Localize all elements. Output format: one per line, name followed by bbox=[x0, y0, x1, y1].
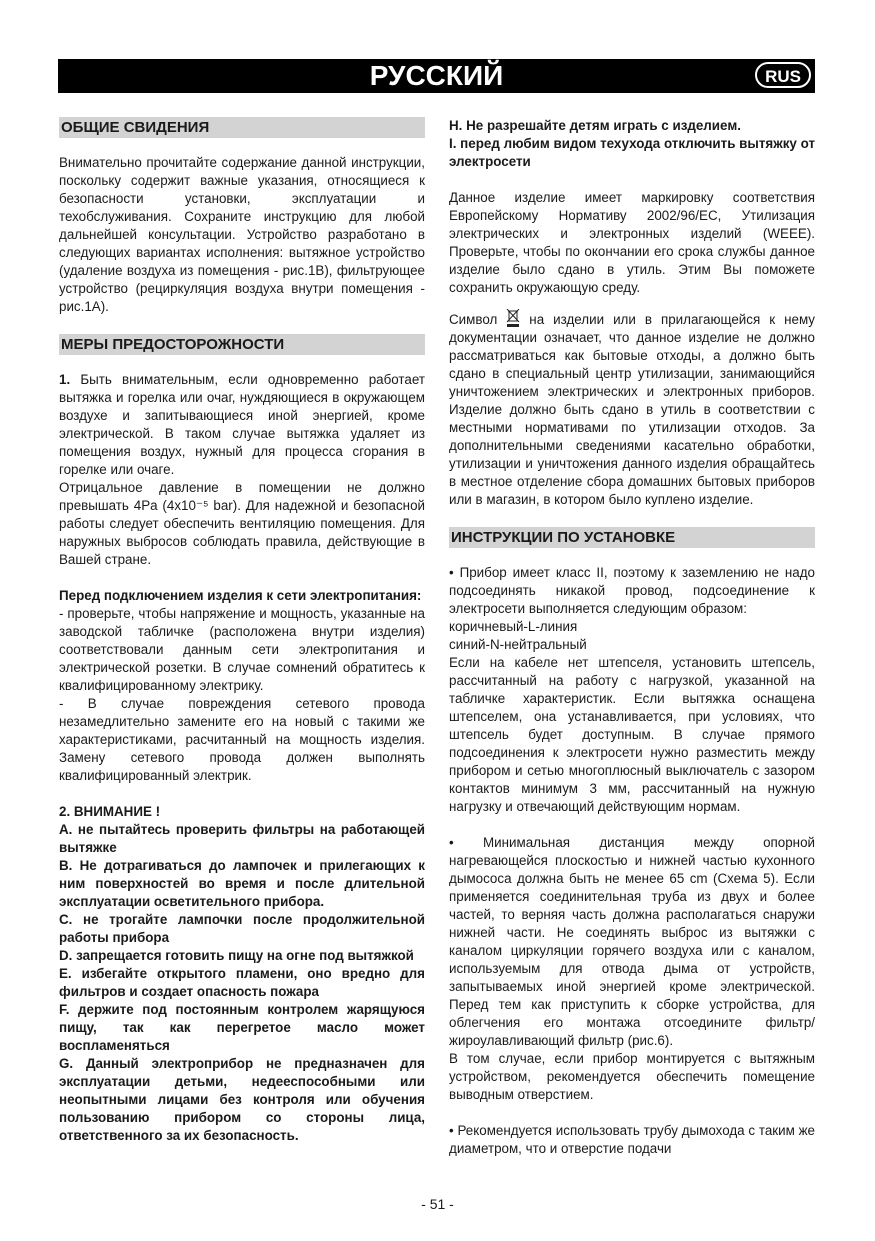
warning-d: D. запрещается готовить пищу на огне под вытяжкой bbox=[59, 948, 414, 963]
warning-heading: 2. ВНИМАНИЕ ! bbox=[59, 804, 161, 819]
section-heading-precautions: МЕРЫ ПРЕДОСТОРОЖНОСТИ bbox=[59, 334, 425, 355]
section-heading-general: ОБЩИЕ СВИДЕНИЯ bbox=[59, 117, 425, 138]
warning-f: F. держите под постоянным контролем жарящуюся пищу, так как перегретое масло может воспламеняться bbox=[59, 1002, 425, 1053]
warning-c: C. не трогайте лампочки после продолжительной работы прибора bbox=[59, 912, 425, 945]
symbol-prefix: Символ bbox=[449, 312, 507, 327]
left-column bbox=[59, 117, 425, 1145]
install-pipe: • Рекомендуется использовать трубу дымохода с таким же диаметром, что и отверстие подачи bbox=[449, 1123, 815, 1156]
section-heading-installation: ИНСТРУКЦИИ ПО УСТАНОВКЕ bbox=[449, 527, 815, 548]
warning-e: E. избегайте открытого пламени, оно вредно для фильтров и создает опасность пожара bbox=[59, 966, 425, 999]
install-distance: • Минимальная дистанция между опорной нагревающейся плоскостью и нижней частью кухонного дымососа должна быть не менее 65 cm (Схема 5). Если применяется соединительная труба из двух и более частей, то верняя часть должна располагаться снаружи нижней части. Не соединять выброс из вытяжки с каналом циркуляции горячего воздуха или с каналом, используемым для отвода дыма от устройств, запытываемых иной энергией кроме электрической. Перед тем как приступить к сборке устройства, для облегчения его монтажа отсоедините фильтр/жироулавливающий фильтр (рис.6). bbox=[449, 835, 815, 1048]
connection-heading: Перед подключением изделия к сети электропитания: bbox=[59, 588, 422, 603]
warning-i: I. перед любим видом техухода отключить вытяжку от электросети bbox=[449, 136, 815, 169]
warning-a: A. не пытайтесь проверить фильтры на работающей вытяжке bbox=[59, 822, 425, 855]
install-brown-wire: коричневый-L-линия bbox=[449, 619, 578, 634]
general-text: Внимательно прочитайте содержание данной инструкции, поскольку содержит важные указания, относящиеся к безопасности установки, эксплуатации и техобслуживания. Сохраните инструкцию для любой дальнейшей консультации. Устройство разработано в следующих вариантах исполнения: вытяжное устройство (удаление воздуха из помещения - рис.1B), фильтрующее устройство (рециркуляция воздуха внутри помещения - рис.1A). bbox=[59, 155, 425, 314]
install-blue-wire: синий-N-нейтральный bbox=[449, 637, 587, 652]
warning-h: H. Не разрешайте детям играть с изделием. bbox=[449, 118, 741, 133]
weee-text: Данное изделие имеет маркировку соответствия Европейскому Нормативу 2002/96/EC, Утилизация электрических и электронных изделий (WEEE). Проверьте, чтобы по окончании его срока службы данное изделие было сдано в утиль. Этим Вы поможете сохранить окружающую среду. bbox=[449, 190, 815, 295]
language-badge: RUS bbox=[755, 62, 811, 88]
page-number: - 51 - bbox=[421, 1196, 454, 1212]
precaution-1-text: Быть внимательным, если одновременно работает вытяжка и горелка или очаг, нуждяющиеся в окружающем воздухе и запитывающиеся иной энергией, кроме электрической. В таком случае вытяжка удаляет из помещения воздух, нужный для процесса сгорания в горелке или очаге. bbox=[59, 372, 425, 477]
precaution-1 bbox=[59, 371, 425, 479]
language-title: РУССКИЙ bbox=[369, 60, 504, 91]
precaution-1-number: 1. bbox=[59, 372, 71, 387]
language-banner bbox=[58, 59, 815, 93]
right-column bbox=[449, 117, 815, 1158]
precaution-1-pressure: Отрицальное давление в помещении не должно превышать 4Pa (4x10⁻⁵ bar). Для надежной и безопасной работы следует обеспечить вентиляцию помещения. Для наружных выбросов соблюдать правила, действующие в Вашей стране. bbox=[59, 480, 425, 567]
warning-g: G. Данный электроприбор не предназначен для эксплуатации детьми, недееспособными или неопытными лицами без контроля или обучения пользованию прибором со стороны лица, ответственного за их безопасность. bbox=[59, 1056, 425, 1143]
connection-check: - проверьте, чтобы напряжение и мощность, указанные на заводской табличке (расположена внутри изделия) соответствовали данным сети электропитания и электрической розетки. В случае сомнений обратитесь к квалифицированному электрику. bbox=[59, 606, 425, 693]
weee-symbol-text bbox=[449, 309, 815, 509]
warning-b: B. Не дотрагиваться до лампочек и прилегающих к ним поверхностей во время и после длительной эксплуатации осветительного прибора. bbox=[59, 858, 425, 909]
install-plug: Если на кабеле нет штепселя, установить штепсель, рассчитанный на работу с нагрузкой, указанной на табличке характеристик. Если вытяжка оснащена штепселем, она устанавливается, при условиях, что штепсель будет доступным. В случае прямого подсоединения к электросети нужно разместить между прибором и сетью многоплюсный выключатель с зазором контактов минимум 3 мм, рассчитанный на нужную нагрузку и отвечающий действующим нормам. bbox=[449, 655, 815, 814]
symbol-description: на изделии или в прилагающейся к нему документации означает, что данное изделие не должно рассматриваться как бытовые отходы, а должно быть сдано в специальный центр утилизации, занимающийся уничтожением электрических и электронных приборов. Изделие должно быть сдано в утиль в соответствии с местными нормативами по утилизации отходов. За дополнительными сведениями касательно обработки, утилизации и уничтожения данного изделия обращайтесь в местное отделение сбора домашних бытовых приборов или в магазин, в котором было куплено изделие. bbox=[449, 312, 815, 507]
install-class: • Прибор имеет класс II, поэтому к заземлению не надо подсоединять никакой провод, подсоединение к электросети выполняется следующим образом: bbox=[449, 565, 815, 616]
connection-cable: - В случае повреждения сетевого провода незамедлительно замените его на новый с такими же характеристиками, расчитанный на мощность изделия. Замену сетевого провода должен выполнять квалифицированный электрик. bbox=[59, 696, 425, 783]
install-opening: В том случае, если прибор монтируется с вытяжным устройством, рекомендуется обеспечить помещение выводным отверстием. bbox=[449, 1051, 815, 1102]
crossed-bin-icon bbox=[506, 309, 520, 327]
